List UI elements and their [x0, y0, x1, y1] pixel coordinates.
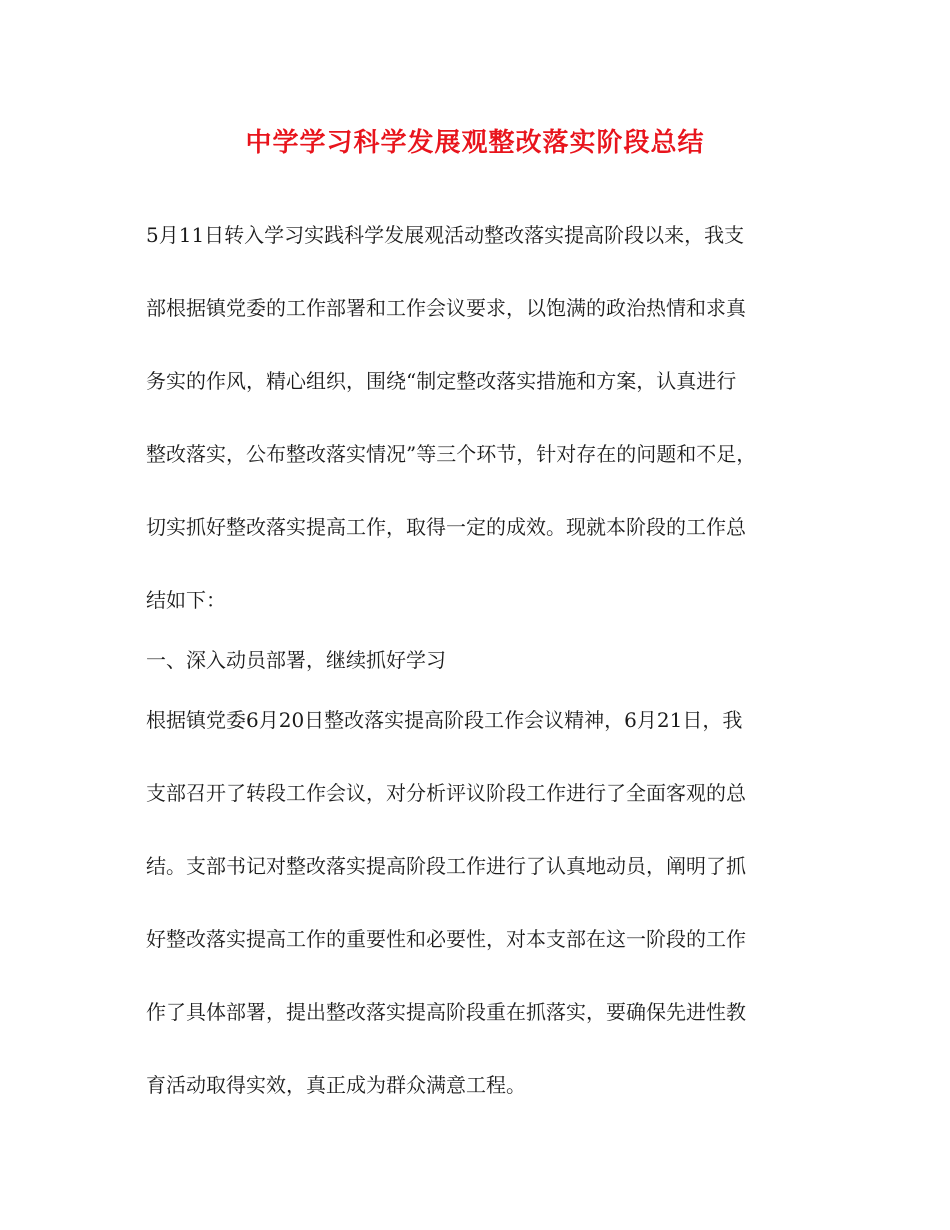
body-line-5: 切实抓好整改落实提高工作，取得一定的成效。现就本阶段的工作总 — [146, 515, 746, 539]
body-line-10: 结。支部书记对整改落实提高阶段工作进行了认真地动员，阐明了抓 — [146, 854, 746, 878]
document-title: 中学学习科学发展观整改落实阶段总结 — [245, 128, 705, 158]
body-line-6: 结如下： — [146, 588, 226, 612]
body-line-3: 务实的作风，精心组织，围绕“制定整改落实措施和方案，认真进行 — [146, 369, 737, 393]
body-line-2: 部根据镇党委的工作部署和工作会议要求，以饱满的政治热情和求真 — [146, 296, 746, 320]
body-line-8: 根据镇党委6月20日整改落实提高阶段工作会议精神，6月21日，我 — [146, 708, 743, 732]
body-line-4: 整改落实，公布整改落实情况”等三个环节，针对存在的问题和不足， — [146, 442, 757, 466]
body-line-1: 5月11日转入学习实践科学发展观活动整改落实提高阶段以来，我支 — [146, 223, 745, 247]
body-line-12: 作了具体部署，提出整改落实提高阶段重在抓落实，要确保先进性教 — [146, 1000, 746, 1024]
body-line-13: 育活动取得实效，真正成为群众满意工程。 — [146, 1073, 526, 1097]
body-line-9: 支部召开了转段工作会议，对分析评议阶段工作进行了全面客观的总 — [146, 781, 746, 805]
section-heading-1: 一、深入动员部署，继续抓好学习 — [146, 648, 446, 672]
body-line-11: 好整改落实提高工作的重要性和必要性，对本支部在这一阶段的工作 — [146, 927, 746, 951]
